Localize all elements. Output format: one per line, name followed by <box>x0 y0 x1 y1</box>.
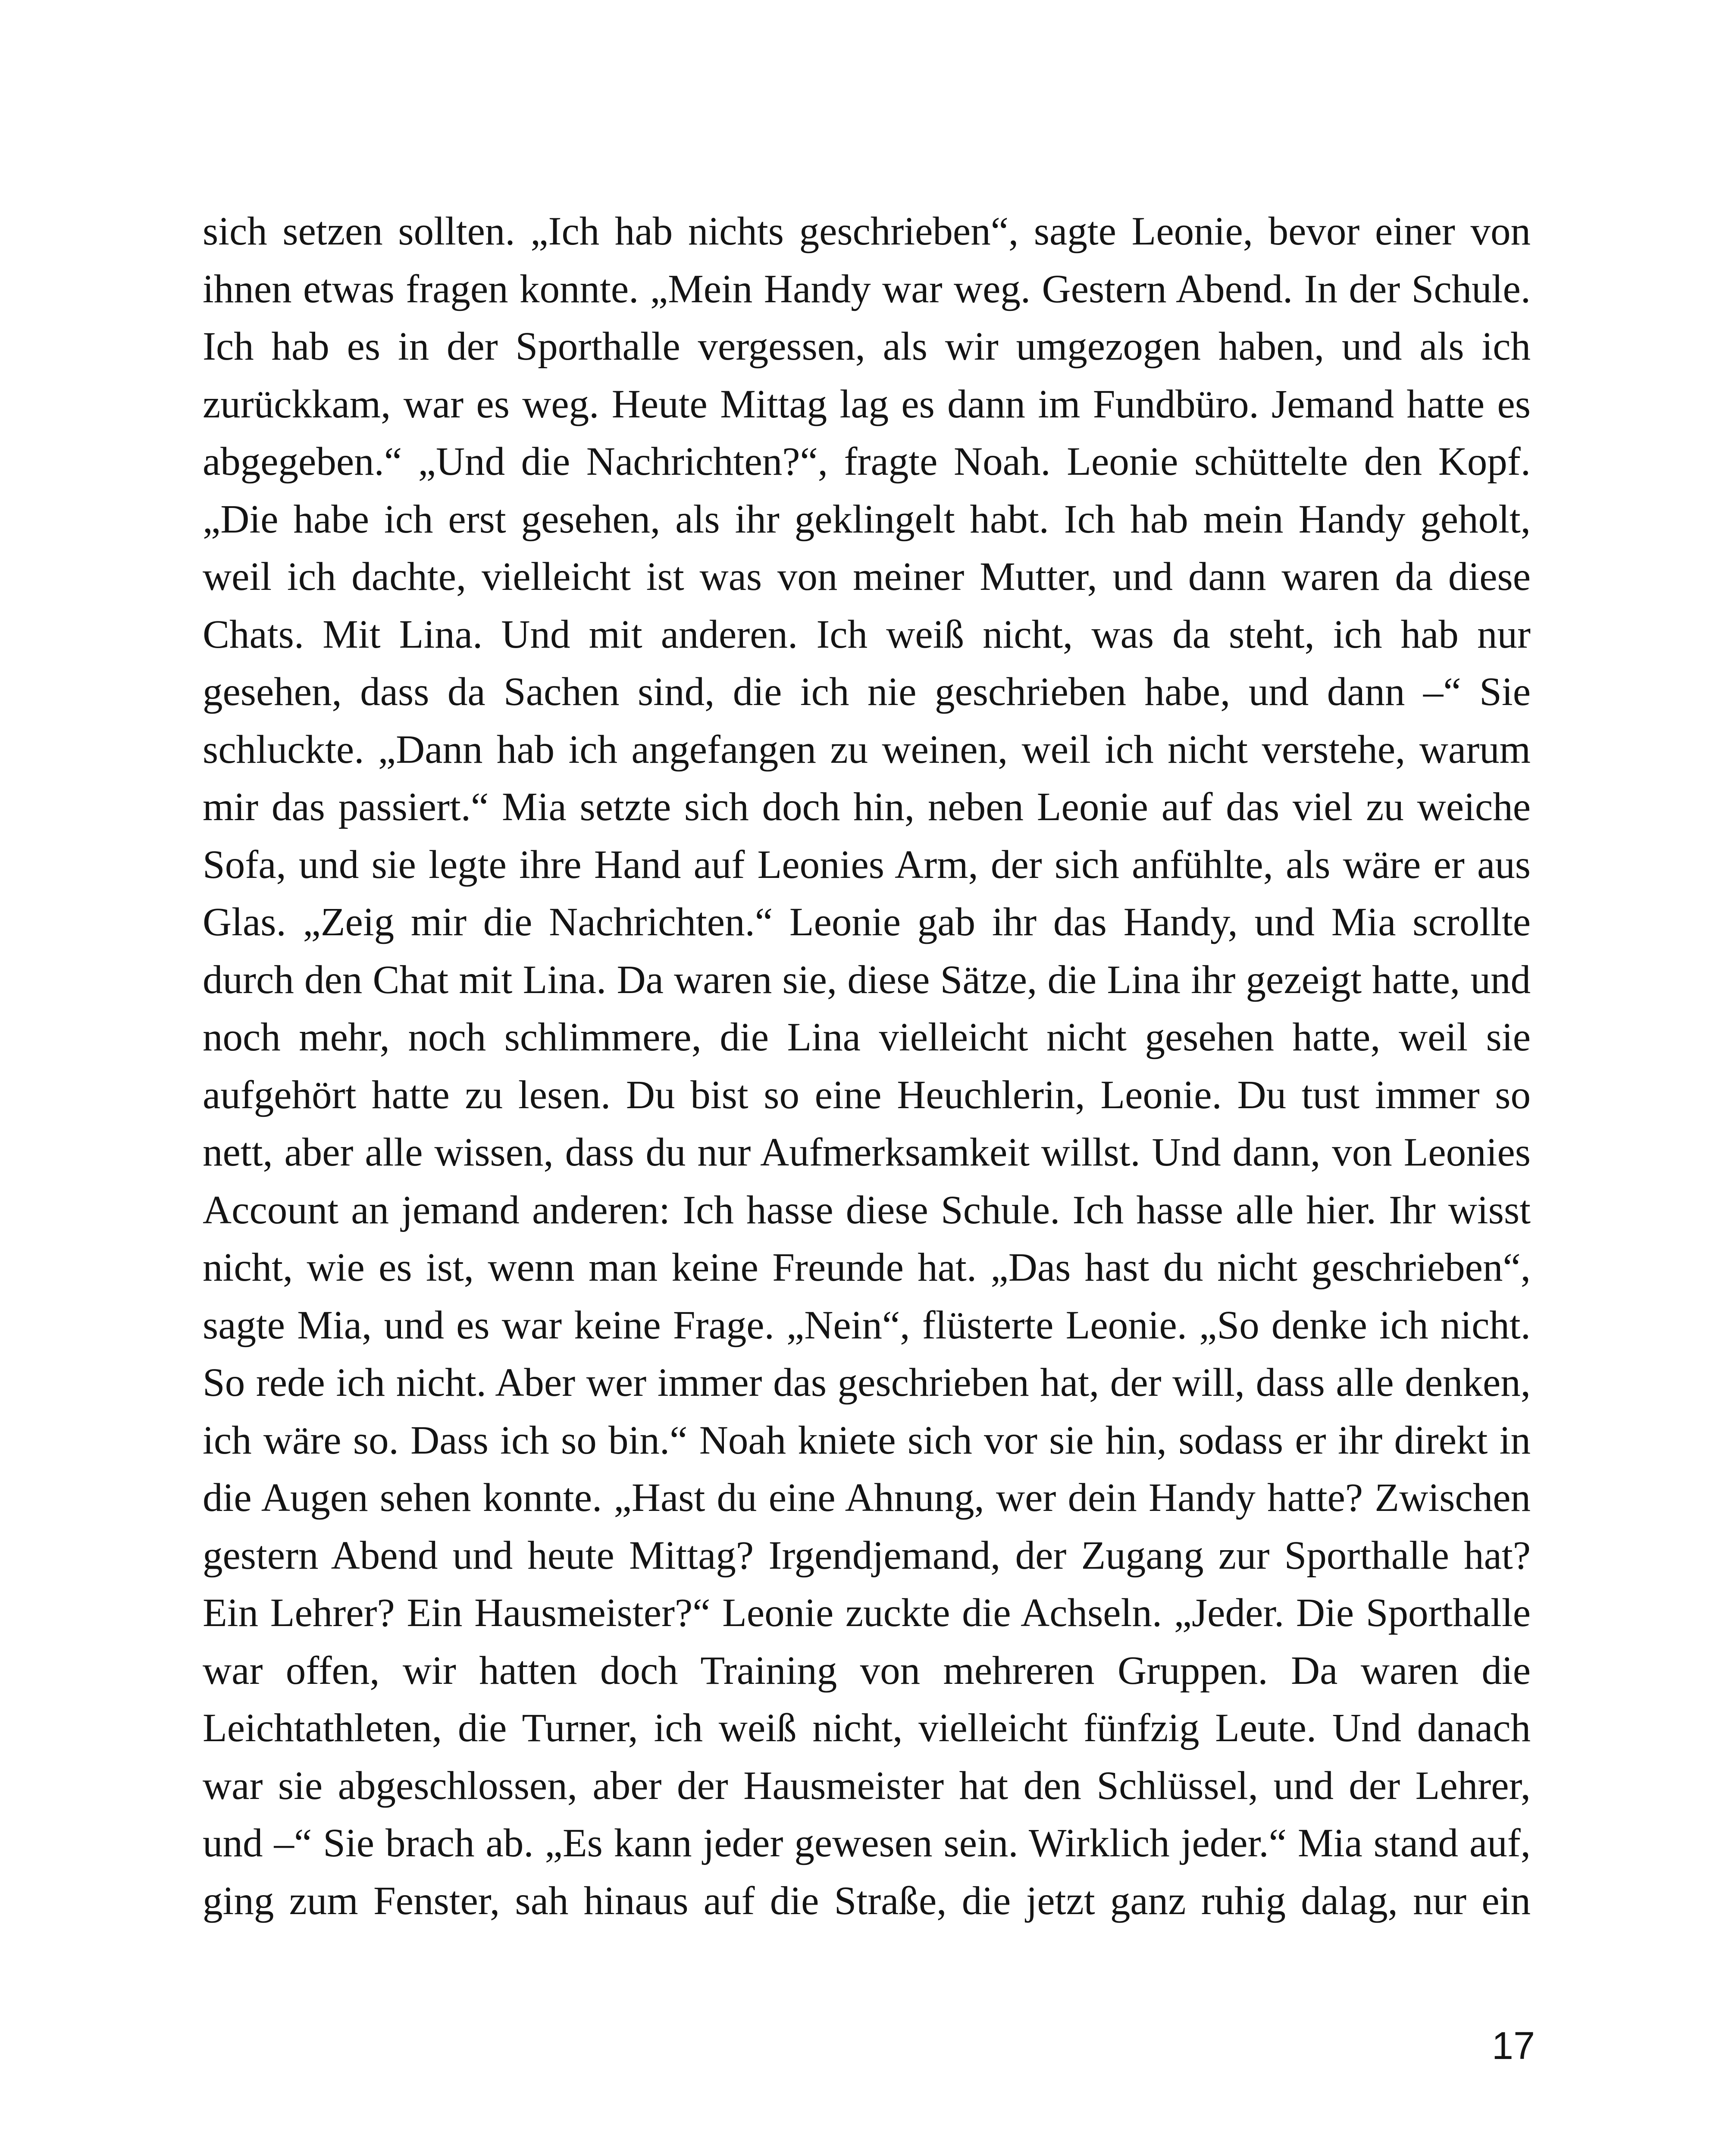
text-line: durch den Chat mit Lina. Da waren sie, diese Sätze, die Lina ihr gezeigt hatte, und <box>203 957 1531 1002</box>
text-line: ging zum Fenster, sah hinaus auf die Straße, die jetzt ganz ruhig dalag, nur ein <box>203 1878 1531 1923</box>
text-line: nett, aber alle wissen, dass du nur Aufmerksamkeit willst. Und dann, von Leonies <box>203 1130 1531 1175</box>
text-line: Ein Lehrer? Ein Hausmeister?“ Leonie zuckte die Achseln. „Jeder. Die Sporthalle <box>203 1591 1531 1635</box>
text-line: abgegeben.“ „Und die Nachrichten?“, fragte Noah. Leonie schüttelte den Kopf. <box>203 439 1531 484</box>
text-line: Chats. Mit Lina. Und mit anderen. Ich weiß nicht, was da steht, ich hab nur <box>203 612 1531 657</box>
text-line: nicht, wie es ist, wenn man keine Freunde hat. „Das hast du nicht geschrieben“, <box>203 1245 1531 1290</box>
text-line: sich setzen sollten. „Ich hab nichts geschrieben“, sagte Leonie, bevor einer von <box>203 209 1531 254</box>
text-line: Account an jemand anderen: Ich hasse diese Schule. Ich hasse alle hier. Ihr wisst <box>203 1188 1531 1232</box>
text-line: zurückkam, war es weg. Heute Mittag lag es dann im Fundbüro. Jemand hatte es <box>203 382 1531 426</box>
text-line: gesehen, dass da Sachen sind, die ich nie geschrieben habe, und dann –“ Sie <box>203 670 1531 714</box>
text-line: die Augen sehen konnte. „Hast du eine Ahnung, wer dein Handy hatte? Zwischen <box>203 1476 1531 1520</box>
text-line: gestern Abend und heute Mittag? Irgendjemand, der Zugang zur Sporthalle hat? <box>203 1533 1531 1578</box>
text-line: schluckte. „Dann hab ich angefangen zu weinen, weil ich nicht verstehe, warum <box>203 727 1531 772</box>
text-line: sagte Mia, und es war keine Frage. „Nein“, flüsterte Leonie. „So denke ich nicht. <box>203 1303 1531 1348</box>
text-line: Sofa, und sie legte ihre Hand auf Leonies Arm, der sich anfühlte, als wäre er aus <box>203 842 1531 887</box>
text-line: ihnen etwas fragen konnte. „Mein Handy war weg. Gestern Abend. In der Schule. <box>203 266 1531 311</box>
text-line: Glas. „Zeig mir die Nachrichten.“ Leonie gab ihr das Handy, und Mia scrollte <box>203 900 1531 944</box>
text-line: weil ich dachte, vielleicht ist was von meiner Mutter, und dann waren da diese <box>203 555 1531 599</box>
text-line: „Die habe ich erst gesehen, als ihr geklingelt habt. Ich hab mein Handy geholt, <box>203 497 1531 542</box>
text-line: So rede ich nicht. Aber wer immer das geschrieben hat, der will, dass alle denken, <box>203 1360 1531 1405</box>
text-line: ich wäre so. Dass ich so bin.“ Noah kniete sich vor sie hin, sodass er ihr direkt in <box>203 1418 1531 1463</box>
text-line: aufgehört hatte zu lesen. Du bist so eine Heuchlerin, Leonie. Du tust immer so <box>203 1072 1531 1117</box>
page-number: 17 <box>1491 2024 1535 2068</box>
text-line: noch mehr, noch schlimmere, die Lina vielleicht nicht gesehen hatte, weil sie <box>203 1015 1531 1059</box>
text-line: war offen, wir hatten doch Training von mehreren Gruppen. Da waren die <box>203 1648 1531 1693</box>
body-text <box>203 203 1531 1930</box>
text-line: war sie abgeschlossen, aber der Hausmeister hat den Schlüssel, und der Lehrer, <box>203 1763 1531 1808</box>
text-line: mir das passiert.“ Mia setzte sich doch hin, neben Leonie auf das viel zu weiche <box>203 785 1531 829</box>
text-line: und –“ Sie brach ab. „Es kann jeder gewesen sein. Wirklich jeder.“ Mia stand auf, <box>203 1821 1531 1865</box>
text-line: Leichtathleten, die Turner, ich weiß nicht, vielleicht fünfzig Leute. Und danach <box>203 1706 1531 1750</box>
text-line: Ich hab es in der Sporthalle vergessen, als wir umgezogen haben, und als ich <box>203 324 1531 369</box>
